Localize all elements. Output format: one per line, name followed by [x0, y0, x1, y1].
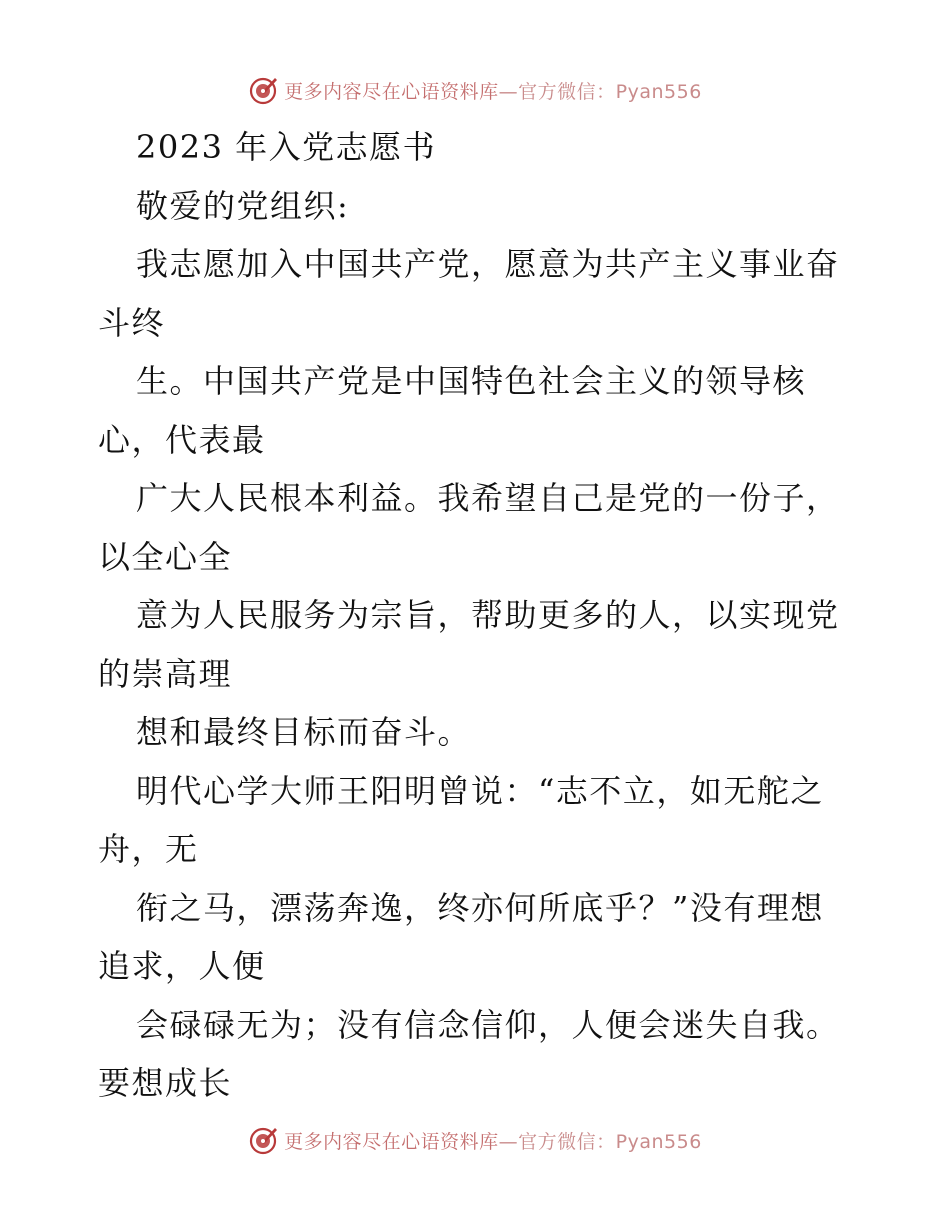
paragraph-line: 生。中国共产党是中国特色社会主义的领导核: [136, 362, 807, 400]
header-watermark-banner: [0, 70, 950, 110]
pen-nib-logo-icon: [248, 74, 280, 106]
document-body: [98, 118, 858, 1113]
paragraph-line: 要想成长: [98, 1064, 233, 1102]
paragraph-line: 以全心全: [98, 537, 233, 576]
paragraph-line: 意为人民服务为宗旨，帮助更多的人，以实现党: [136, 596, 840, 634]
banner-text: 更多内容尽在心语资料库—官方微信：Pyan556: [284, 1130, 702, 1153]
paragraph-line: 的崇高理: [98, 654, 233, 693]
banner-text: 更多内容尽在心语资料库—官方微信：Pyan556: [284, 80, 702, 103]
footer-watermark-banner: [0, 1120, 950, 1160]
paragraph-line: 广大人民根本利益。我希望自己是党的一份子，: [136, 479, 840, 517]
pen-nib-logo-icon: [248, 1124, 280, 1156]
paragraph-line: 会碌碌无为；没有信念信仰，人便会迷失自我。: [136, 1005, 840, 1044]
paragraph-line: 舟，无: [98, 830, 199, 868]
paragraph-line: 衔之马，漂荡奔逸，终亦何所底乎？”没有理想: [136, 888, 824, 927]
paragraph-line: 心，代表最: [98, 420, 266, 459]
paragraph-line: 追求，人便: [98, 947, 266, 985]
paragraph-line: 明代心学大师王阳明曾说：“志不立，如无舵之: [136, 771, 824, 810]
paragraph-line: 斗终: [98, 303, 166, 342]
paragraph-line: 我志愿加入中国共产党，愿意为共产主义事业奋: [136, 245, 840, 283]
salutation: 敬爱的党组织:: [136, 186, 350, 225]
document-title: 2023 年入党志愿书: [136, 128, 437, 166]
paragraph-line: 想和最终目标而奋斗。: [136, 713, 472, 751]
